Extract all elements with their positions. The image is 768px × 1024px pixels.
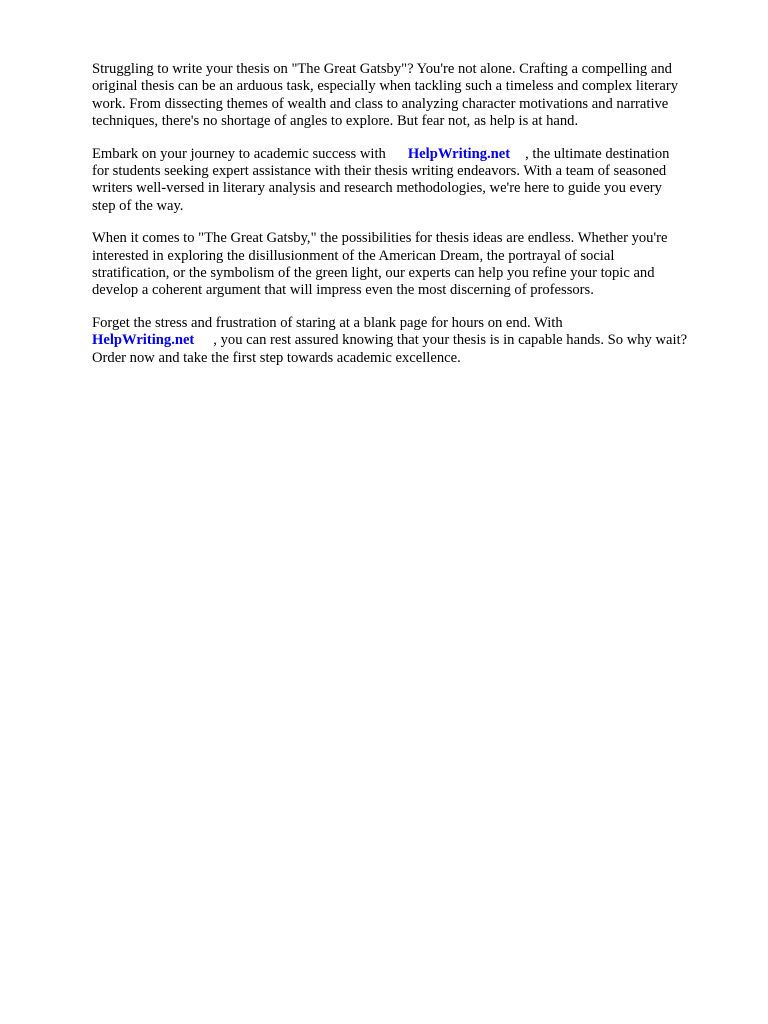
paragraph-closing-lead: Forget the stress and frustration of staring at a blank page for hours on end. With — [92, 314, 563, 331]
paragraph-intro: Struggling to write your thesis on "The Great Gatsby"? You're not alone. Crafting a compelling and original thesis can be an arduous task, especially when tackling such a timeless and complex literary work. From dissecting themes of wealth and class to analyzing character motivations and narrative techniques, there's no shortage of angles to explore. But fear not, as help is at hand. — [92, 61, 679, 130]
helpwriting-link-2[interactable]: HelpWriting.net — [92, 332, 195, 349]
paragraph-embark-lead: Embark on your journey to academic success with — [92, 145, 386, 162]
paragraph-closing-tail: , you can rest assured knowing that your thesis is in capable hands. So why wait? Order now and take the first step towards academic excellence. — [92, 332, 688, 366]
paragraph-embark-tail: , the ultimate destination for students seeking expert assistance with their thesis writing endeavors. With a team of seasoned writers well-versed in literary analysis and research methodologies, we're here to guide you every step of the way. — [92, 145, 670, 214]
paragraph-embark — [92, 146, 732, 216]
paragraph-closing — [92, 315, 732, 367]
paragraph-ideas: When it comes to "The Great Gatsby," the possibilities for thesis ideas are endless. Whether you're interested in exploring the disillusionment of the American Dream, the portrayal of social stratification, or the symbolism of the green light, our experts can help you refine your topic and develop a coherent argument that will impress even the most discerning of professors. — [92, 230, 668, 299]
document-page — [92, 61, 732, 382]
helpwriting-link[interactable]: HelpWriting.net — [407, 145, 511, 162]
